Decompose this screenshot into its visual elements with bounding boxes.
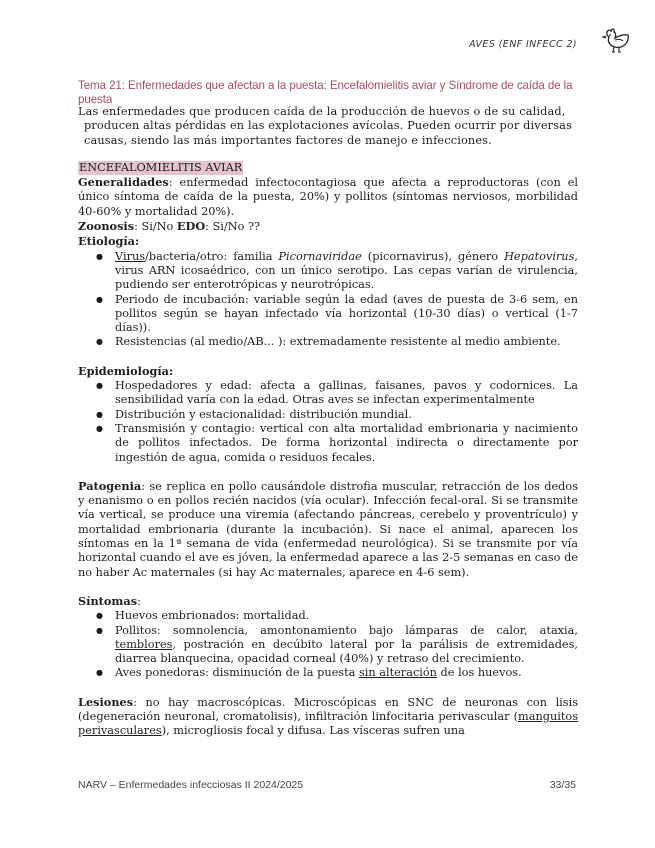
intro-paragraph xyxy=(78,105,578,148)
etiologia-list xyxy=(78,250,578,350)
section-title: ENCEFALOMIELITIS AVIAR xyxy=(79,160,243,174)
hen-icon xyxy=(601,26,633,54)
topic-title: Tema 21: Enfermedades que afectan a la puesta: Encefalomielitis aviar y Síndrome de caída de la puesta xyxy=(78,79,573,107)
list-item xyxy=(115,250,578,293)
epidemiologia-heading: Epidemiología: xyxy=(78,363,174,378)
text: ), microgliosis focal y difusa. Las vísceras sufren una xyxy=(161,724,465,738)
page-number: 33/35 xyxy=(549,779,576,791)
list-item: ● Distribución y estacionalidad: distribución mundial. xyxy=(115,408,578,422)
patogenia-label: Patogenia xyxy=(78,478,142,493)
list-item: ● Periodo de incubación: variable según la edad (aves de puesta de 3-6 sem, en pollitos según se hayan infectado vía horizontal (10-30 días) o vertical (1-7 días)). xyxy=(115,293,578,336)
etiologia-label: Etiología xyxy=(78,234,135,249)
list-item xyxy=(115,624,578,667)
virus-link-text: Virus xyxy=(115,249,146,263)
patogenia-text: : se replica en pollo causándole distrofia muscular, retracción de los dedos y enanismo o en pollos recién nacidos (vía ocular). Infección fecal-oral. Si se transmite vía vertical, se produce una viremia (afectando páncreas, cerebelo y proventrículo) y mortalidad embrionaria (durante la incubación). Si nace el animal, aparecen los síntomas en la 1ª semana de vida (enfermedad neurológica). Si se transmite por vía horizontal cuando el ave es jóven, la enfermedad aparece a las 2-5 semanas en caso de no haber Ac maternales (si hay Ac maternales, aparece en 4-6 sem). xyxy=(78,479,578,579)
text: /bacteria/otro: familia xyxy=(145,249,279,263)
generalidades-label: Generalidades xyxy=(78,175,169,190)
generalidades-paragraph xyxy=(78,175,578,219)
sintomas-heading: Síntomas: xyxy=(78,593,141,608)
zoonosis-label: Zoonosis xyxy=(78,219,135,234)
genus-name: Hepatovirus xyxy=(504,249,575,263)
edo-label: EDO xyxy=(176,219,206,234)
family-name: Picornaviridae xyxy=(278,249,362,263)
edo-value: : Si/No ?? xyxy=(205,220,261,234)
zoonosis-line xyxy=(78,219,578,234)
sintomas-label: Síntomas xyxy=(78,593,138,608)
footer-course: NARV – Enfermedades infecciosas II 2024/2025 xyxy=(78,779,304,791)
underlined-text: manguitos perivasculares xyxy=(78,709,578,738)
zoonosis-value: : Si/No xyxy=(134,220,177,234)
text: : no hay macroscópicas. Microscópicas en SNC de neuronas con lisis (degeneración neuronal, cromatolisis), infiltración linfocitaria perivascular ( xyxy=(78,695,578,723)
lesiones-label: Lesiones xyxy=(78,694,134,709)
etiologia-heading: Etiología: xyxy=(78,234,140,249)
epidemiologia-label: Epidemiología xyxy=(78,363,170,378)
underlined-text: temblores xyxy=(115,637,173,651)
text: Aves ponedoras: disminución de la puesta xyxy=(115,666,359,680)
intro-line: Las enfermedades que producen caída de la producción de huevos o de su calidad, xyxy=(78,105,566,118)
list-item: ● Resistencias (al medio/AB... ): extremadamente resistente al medio ambiente. xyxy=(115,335,578,349)
text: , virus ARN icosaédrico, con un único serotipo. Las cepas varían de virulencia, pudiendo ser enterotrópicas y neurotrópicas. xyxy=(115,249,578,292)
generalidades-text: : enfermedad infectocontagiosa que afecta a reproductoras (con el único síntoma de caída de la puesta, 20%) y pollitos (síntomas nerviosos, morbilidad 40-60% y mortalidad 20%). xyxy=(78,176,578,218)
text: Pollitos: somnolencia, amontonamiento bajo lámparas de calor, ataxia, xyxy=(115,623,578,637)
list-item xyxy=(115,666,578,680)
intro-line: causas, siendo las más importantes factores de manejo e infecciones. xyxy=(84,133,492,147)
underlined-text: sin alteración xyxy=(358,666,437,680)
page-content xyxy=(78,105,578,739)
list-item: ● Transmisión y contagio: vertical con alta mortalidad embrionaria y nacimiento de pollitos infectados. De forma horizontal indirecta o directamente por ingestión de agua, comida o residuos fecales. xyxy=(115,422,578,465)
text: , postración en decúbito lateral por la parálisis de extremidades, diarrea blanquecina, opacidad corneal (40%) y retraso del crecimiento. xyxy=(115,637,578,666)
patogenia-paragraph xyxy=(78,479,578,580)
sintomas-list xyxy=(78,609,578,680)
lesiones-paragraph xyxy=(78,695,578,739)
header-title: AVES (ENF INFECC 2) xyxy=(469,39,577,50)
intro-line: producen altas pérdidas en las explotaciones avícolas. Pueden ocurrir por diversas xyxy=(84,119,573,133)
epidemiologia-list xyxy=(78,379,578,465)
text: de los huevos. xyxy=(436,666,522,680)
text: (picornavirus), género xyxy=(361,249,505,263)
list-item: ● Huevos embrionados: mortalidad. xyxy=(115,609,578,623)
list-item: ● Hospedadores y edad: afecta a gallinas, faisanes, pavos y codornices. La sensibilidad varía con la edad. Otras aves se infectan experimentalmente xyxy=(115,379,578,408)
